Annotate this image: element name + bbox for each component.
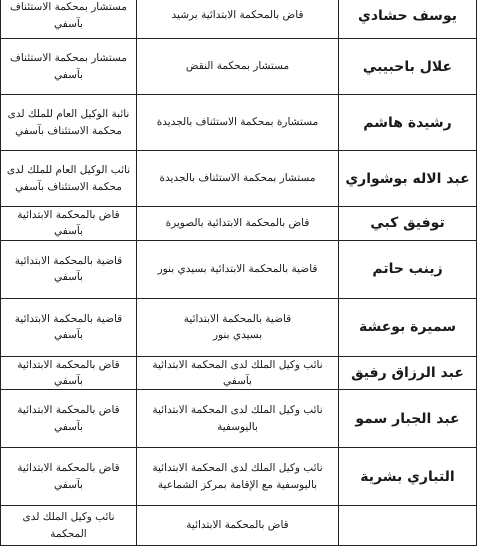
table-row — [1, 39, 477, 95]
cell-line: باليوسفية — [217, 420, 258, 433]
cell-line: قاض بالمحكمة الابتدائية بآسفي — [17, 358, 120, 387]
table-row — [1, 95, 477, 151]
table-row — [1, 448, 477, 506]
previous-position-cell — [1, 207, 137, 241]
previous-position-cell — [1, 356, 137, 390]
cell-line: بآسفي — [54, 17, 83, 30]
previous-position-cell — [1, 448, 137, 506]
table-row — [1, 151, 477, 207]
cell-line: مستشار بمحكمة الاستئناف — [9, 52, 128, 65]
cell-line: نائب وكيل الملك لدى المحكمة الابتدائية — [152, 404, 323, 417]
new-position-cell — [137, 39, 339, 95]
judge-name-cell: توفيق كبي — [339, 207, 477, 241]
table-row — [1, 506, 477, 546]
previous-position-cell — [1, 151, 137, 207]
judge-name-cell — [339, 506, 477, 546]
cell-line: قاضية بالمحكمة الابتدائية بآسفي — [14, 254, 123, 284]
table-row — [1, 240, 477, 298]
previous-position-cell — [1, 0, 137, 39]
cell-line: قاضية بالمحكمة الابتدائية بآسفي — [14, 312, 123, 342]
new-position-cell — [137, 448, 339, 506]
judge-name-cell: سميرة بوعشة — [339, 298, 477, 356]
new-position-cell — [137, 95, 339, 151]
previous-position-cell — [1, 39, 137, 95]
previous-position-cell — [1, 506, 137, 546]
previous-position-cell — [1, 298, 137, 356]
cell-line: قاض بالمحكمة الابتدائية — [186, 519, 289, 532]
cell-line: قاض بالمحكمة الابتدائية بآسفي — [17, 462, 120, 491]
new-position-cell — [137, 390, 339, 448]
cell-line: محكمة الاستئناف بآسفي — [15, 124, 122, 137]
appointments-table-body — [1, 0, 477, 546]
cell-line: نائب وكيل الملك لدى المحكمة الابتدائية بآسفي — [152, 358, 323, 387]
cell-line: قاضية بالمحكمة الابتدائية — [183, 312, 292, 325]
cell-line: نائب وكيل الملك لدى المحكمة الابتدائية — [152, 462, 323, 475]
new-position-cell — [137, 0, 339, 39]
cell-line: مستشار بمحكمة النقض — [185, 60, 290, 73]
cell-line: بآسفي — [54, 68, 83, 81]
judge-name-cell: زينب حاتم — [339, 240, 477, 298]
cell-line: قاضية بالمحكمة الابتدائية بسيدي بنور — [157, 262, 318, 275]
cell-line: قاض بالمحكمة الابتدائية بآسفي — [17, 404, 120, 433]
table-row — [1, 298, 477, 356]
judge-name-cell: عبد الجبار سمو — [339, 390, 477, 448]
judge-name-cell: يوسف حشادي — [339, 0, 477, 39]
judge-name-cell: علال باحبيبي — [339, 39, 477, 95]
cell-line: مستشارة بمحكمة الاستئناف بالجديدة — [156, 116, 319, 129]
table-row — [1, 207, 477, 241]
table-row — [1, 0, 477, 39]
previous-position-cell — [1, 95, 137, 151]
judge-name-cell: عبد الاله بوشواري — [339, 151, 477, 207]
new-position-cell — [137, 298, 339, 356]
table-row — [1, 356, 477, 390]
judge-name-cell: عبد الرزاق رفيق — [339, 356, 477, 390]
previous-position-cell — [1, 240, 137, 298]
cell-line: نائب الوكيل العام للملك لدى — [6, 164, 131, 177]
new-position-cell — [137, 356, 339, 390]
judge-name-cell: رشيدة هاشم — [339, 95, 477, 151]
table-row — [1, 390, 477, 448]
cell-line: محكمة الاستئناف بآسفي — [15, 180, 122, 193]
new-position-cell — [137, 151, 339, 207]
previous-position-cell — [1, 390, 137, 448]
new-position-cell — [137, 240, 339, 298]
new-position-cell — [137, 207, 339, 241]
cell-line: نائبة الوكيل العام للملك لدى — [7, 108, 130, 121]
cell-line: قاض بالمحكمة الابتدائية بآسفي — [17, 209, 120, 238]
cell-line: مستشار بمحكمة الاستئناف بالجديدة — [159, 172, 316, 185]
new-position-cell — [137, 506, 339, 546]
cell-line: باليوسفية مع الإقامة بمركز الشماعية — [157, 478, 318, 491]
cell-line: قاض بالمحكمة الابتدائية بالصويرة — [165, 217, 310, 230]
cell-line: نائب وكيل الملك لدى المحكمة — [22, 511, 115, 540]
judge-name-cell: التباري بشرية — [339, 448, 477, 506]
cell-line: مستشار بمحكمة الاستئناف — [9, 1, 128, 14]
cell-line: قاض بالمحكمة الابتدائية برشيد — [171, 9, 304, 22]
cell-line: بسيدي بنور — [212, 329, 263, 342]
